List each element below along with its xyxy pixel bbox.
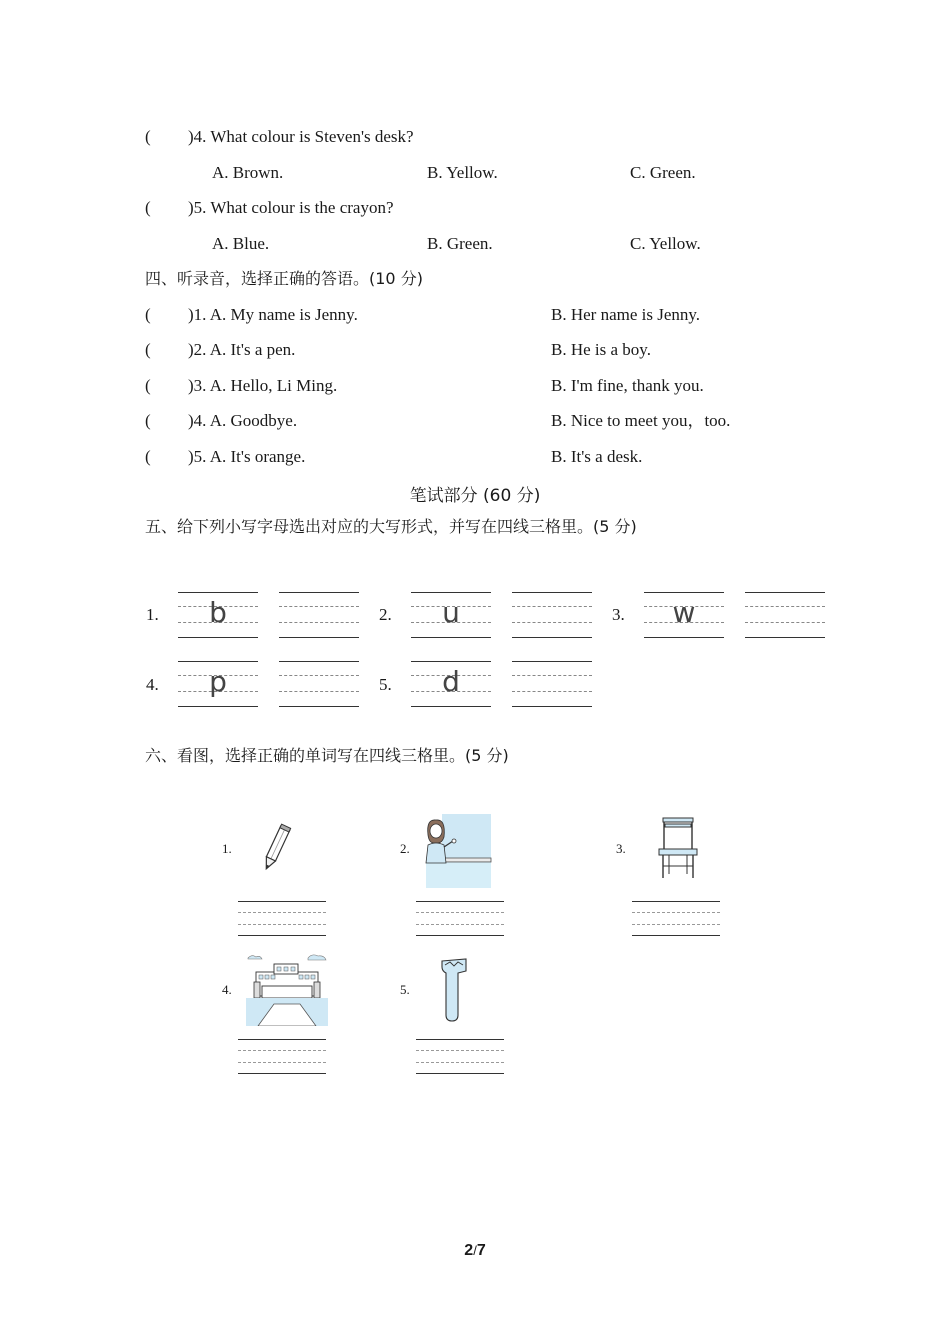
s4-q1-option-b: B. Her name is Jenny. xyxy=(551,305,701,324)
s5-item4-lowercase-grid xyxy=(178,659,258,709)
s5-item4-answer-grid[interactable] xyxy=(279,659,359,709)
s6-item1-answer-grid[interactable] xyxy=(238,900,326,936)
s4-q2-option-b: B. He is a boy. xyxy=(551,340,651,359)
s6-item4-number: 4. xyxy=(222,982,232,997)
s6-item4-answer-grid[interactable] xyxy=(238,1038,326,1074)
school-icon xyxy=(244,952,330,1026)
s5-item5-letter: d xyxy=(442,665,460,698)
page-number xyxy=(0,1242,950,1260)
s5-item3-number: 3. xyxy=(612,605,625,624)
s6-item1-number: 1. xyxy=(222,841,232,856)
s6-item2-answer-grid[interactable] xyxy=(416,900,504,936)
s5-item1-number: 1. xyxy=(146,605,159,624)
current-page: 2 xyxy=(464,1242,474,1259)
s5-item4-number: 4. xyxy=(146,675,159,694)
s5-item3-answer-grid[interactable] xyxy=(745,590,825,640)
s4-q3-paren: ( xyxy=(145,376,151,395)
q5-option-a: A. Blue. xyxy=(212,234,270,253)
ruler-icon xyxy=(436,957,472,1023)
s4-q3-option-b: B. I'm fine, thank you. xyxy=(551,376,704,395)
s6-item2-number: 2. xyxy=(400,841,410,856)
pencil-icon xyxy=(258,822,294,874)
s5-item2-letter: u xyxy=(442,596,460,629)
page-separator: / xyxy=(473,1243,477,1258)
s5-item1-letter: b xyxy=(209,596,227,629)
q4-paren: ( xyxy=(145,127,151,146)
section4-heading: 四、听录音，选择正确的答语。(10 分) xyxy=(145,269,423,288)
section5-heading: 五、给下列小写字母选出对应的大写形式，并写在四线三格里。(5 分) xyxy=(145,517,637,536)
s4-q1-paren: ( xyxy=(145,305,151,324)
s6-item5-answer-grid[interactable] xyxy=(416,1038,504,1074)
q4-option-a: A. Brown. xyxy=(212,163,284,182)
q5-option-b: B. Green. xyxy=(427,234,493,253)
s4-q4-paren: ( xyxy=(145,411,151,430)
s5-item4-letter: p xyxy=(209,665,227,698)
s5-item3-letter: w xyxy=(672,596,696,629)
chair-icon xyxy=(655,816,701,880)
s4-q5-option-a: )5. A. It's orange. xyxy=(188,447,306,466)
s5-item1-lowercase-grid xyxy=(178,590,258,640)
s5-item2-number: 2. xyxy=(379,605,392,624)
s4-q2-paren: ( xyxy=(145,340,151,359)
q5-paren: ( xyxy=(145,198,151,217)
q4-option-b: B. Yellow. xyxy=(427,163,498,182)
s5-item2-answer-grid[interactable] xyxy=(512,590,592,640)
s4-q3-option-a: )3. A. Hello, Li Ming. xyxy=(188,376,338,395)
q4-question: )4. What colour is Steven's desk? xyxy=(188,127,414,146)
q5-option-c: C. Yellow. xyxy=(630,234,701,253)
s6-item3-number: 3. xyxy=(616,841,626,856)
total-pages: 7 xyxy=(476,1242,486,1259)
s5-item5-number: 5. xyxy=(379,675,392,694)
s4-q5-option-b: B. It's a desk. xyxy=(551,447,643,466)
s5-item5-answer-grid[interactable] xyxy=(512,659,592,709)
s4-q4-option-a: )4. A. Goodbye. xyxy=(188,411,298,430)
s6-item3-answer-grid[interactable] xyxy=(632,900,720,936)
teacher-icon xyxy=(420,813,492,889)
s5-item3-lowercase-grid xyxy=(644,590,724,640)
s6-item5-number: 5. xyxy=(400,982,410,997)
s4-q5-paren: ( xyxy=(145,447,151,466)
written-part-title: 笔试部分 (60 分) xyxy=(409,486,541,506)
s4-q1-option-a: )1. A. My name is Jenny. xyxy=(188,305,358,324)
s5-item1-answer-grid[interactable] xyxy=(279,590,359,640)
s4-q2-option-a: )2. A. It's a pen. xyxy=(188,340,296,359)
s5-item5-lowercase-grid xyxy=(411,659,491,709)
s5-item2-lowercase-grid xyxy=(411,590,491,640)
q4-option-c: C. Green. xyxy=(630,163,696,182)
q5-question: )5. What colour is the crayon? xyxy=(188,198,394,217)
s4-q4-option-b: B. Nice to meet you，too. xyxy=(551,411,731,430)
section6-heading: 六、看图，选择正确的单词写在四线三格里。(5 分) xyxy=(145,746,509,765)
